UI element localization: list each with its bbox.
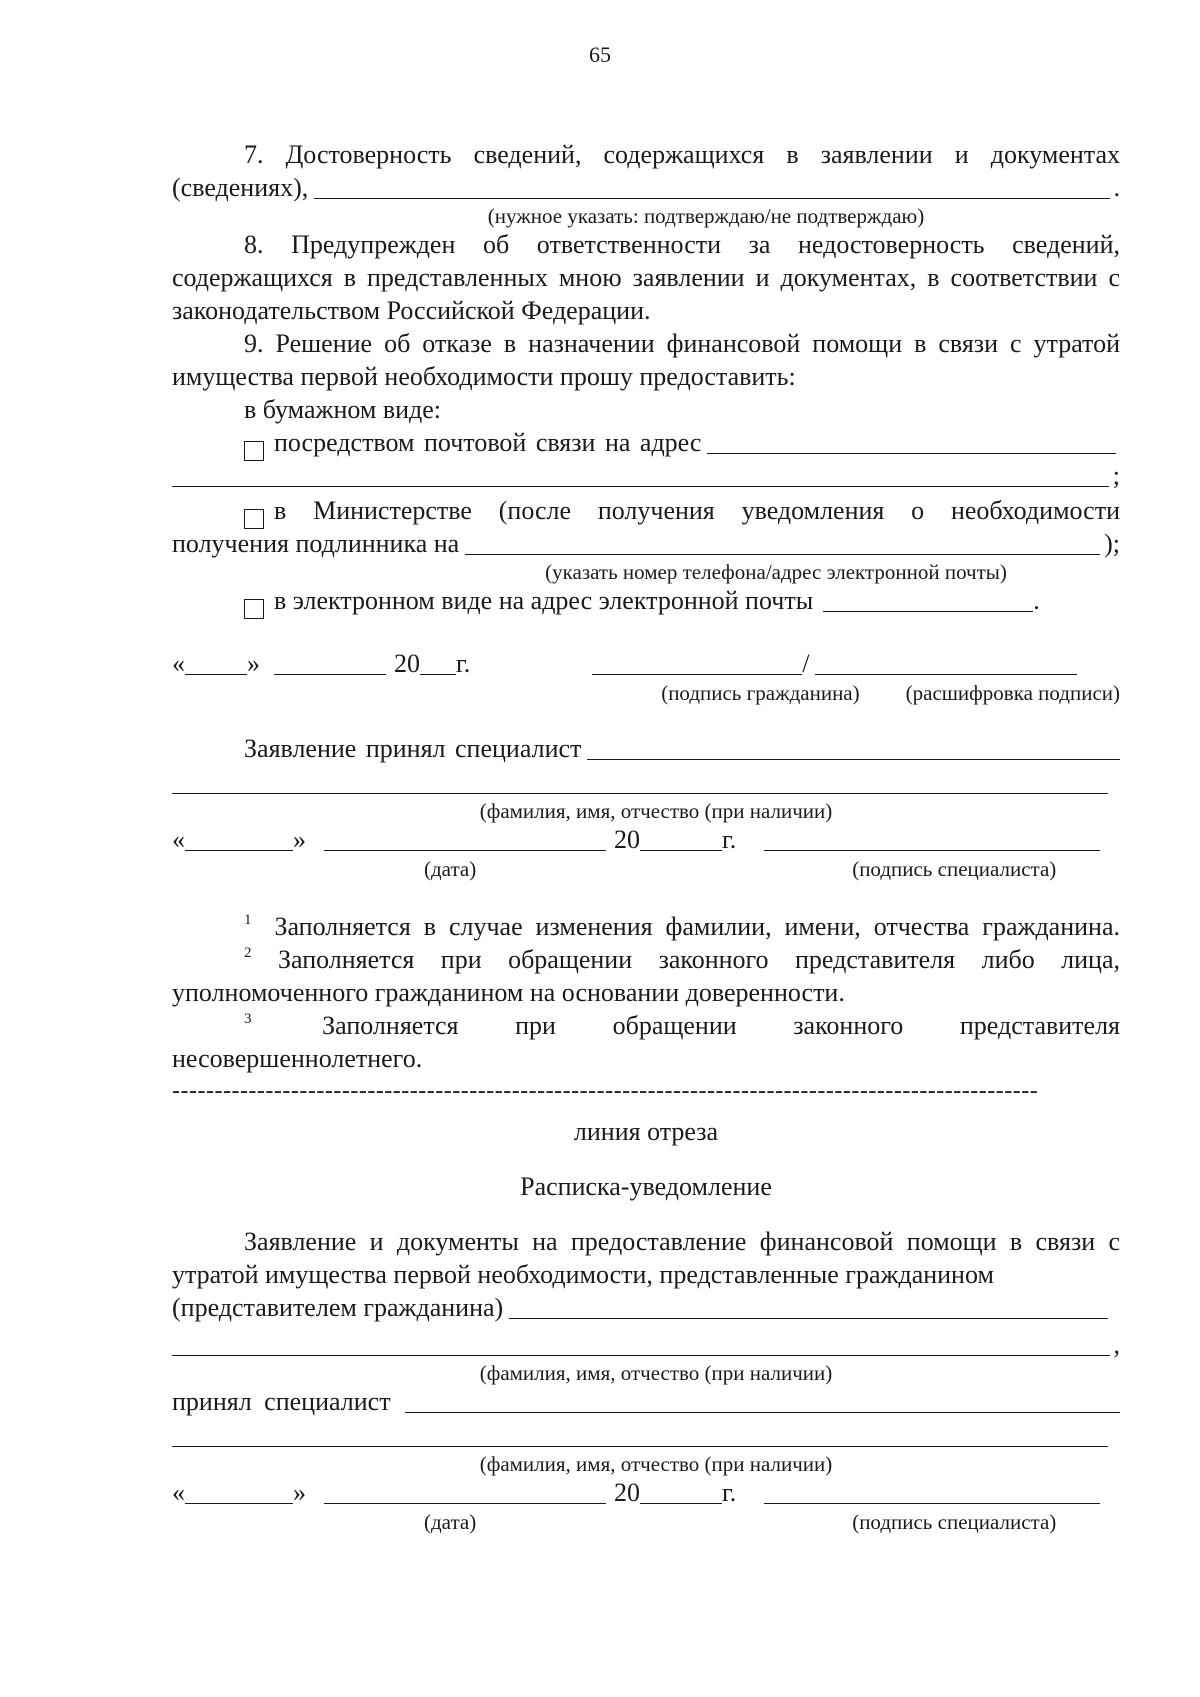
option-ministry-row [172, 494, 1120, 527]
receipt-year-field[interactable] [640, 1479, 722, 1504]
accepted-date-row: « » 20 г. [172, 823, 1120, 856]
accepted-day-field[interactable] [185, 826, 293, 851]
receipt-name-row-2: , [172, 1328, 1120, 1361]
item7-hint: (нужное указать: подтверждаю/не подтверждаю) [487, 204, 925, 228]
receipt-name-field-1[interactable] [509, 1294, 1108, 1319]
footnote-mark-3: 3 [244, 1011, 252, 1027]
checkbox-email[interactable] [244, 599, 264, 619]
item9-text: 9. Решение об отказе в назначении финансовой помощи в связи с утратой имущества первой необходимости прошу предоставить: [172, 329, 1120, 391]
checkbox-post[interactable] [244, 441, 264, 461]
ministry-hint: (указать номер телефона/адрес электронной почты) [545, 560, 1007, 584]
post-address-field-1[interactable] [707, 429, 1116, 454]
citizen-decoding-field[interactable] [815, 650, 1077, 675]
citizen-signature-field[interactable] [592, 650, 802, 675]
citizen-signature-row: « » 20 г. / [172, 647, 1120, 680]
option-post-label: посредством почтовой связи на адрес [274, 428, 702, 457]
year-field[interactable] [420, 650, 456, 675]
receipt-date-row: « » 20 г. [172, 1476, 1120, 1509]
item7-line1: 7. Достоверность сведений, содержащихся в заявлении и документах [244, 140, 1120, 169]
footnote-2: $^2$ Заполняется при обращении законного представителя либо лица, уполномоченного гражданином на основании доверенности. [172, 945, 1121, 1007]
specialist-name-field-2[interactable] [172, 769, 1108, 794]
post-address-field-2[interactable] [172, 462, 1109, 487]
item8-text: 8. Предупрежден об ответственности за недостоверность сведений, содержащихся в представленных мною заявлении и документах, в соответствии с законодательством Российской Федерации. [172, 230, 1120, 325]
footnote-mark-1: 1 [244, 912, 252, 928]
accepted-row [172, 732, 1120, 765]
footnote-1: $^1$ Заполняется в случае изменения фамилии, имени, отчества гражданина. [244, 912, 1121, 941]
paper-label: в бумажном виде: [244, 395, 442, 424]
receipt-hint-fio1: (фамилия, имя, отчество (при наличии) [479, 1361, 833, 1385]
footnote-3: $^3$ Заполняется при обращении законного представителя несовершеннолетнего. [172, 1011, 1121, 1073]
receipt-representative-row: (представителем гражданина) [172, 1291, 1120, 1324]
cut-line-label: линия отреза [573, 1117, 719, 1146]
option-ministry-label: в Министерстве (после получения уведомления о необходимости [274, 496, 1120, 525]
page-number: 65 [589, 42, 611, 67]
email-field[interactable] [823, 587, 1033, 612]
receipt-month-field[interactable] [324, 1479, 606, 1504]
receipt-specialist-field-2[interactable] [172, 1422, 1108, 1447]
item7-line2: (сведениях), . [172, 173, 1120, 202]
option-email-label: в электронном виде на адрес электронной почты [274, 586, 814, 615]
document-content [172, 138, 1120, 1535]
footnote-mark-2: 2 [244, 945, 252, 961]
receipt-text: Заявление и документы на предоставление финансовой помощи в связи с утратой имущества первой необходимости, представленные гражданином [172, 1227, 1120, 1289]
item7-field[interactable] [314, 174, 1109, 199]
accepted-signature-field[interactable] [764, 826, 1100, 851]
receipt-hints: (дата) (подпись специалиста) [424, 1510, 1057, 1534]
option-post-row-2: ; [172, 459, 1120, 492]
receipt-title: Расписка-уведомление [520, 1172, 772, 1201]
accepted-year-field[interactable] [640, 826, 722, 851]
receipt-hint-fio2: (фамилия, имя, отчество (при наличии) [479, 1452, 833, 1476]
day-field[interactable] [185, 650, 247, 675]
accepted-month-field[interactable] [324, 826, 606, 851]
receipt-day-field[interactable] [185, 1479, 293, 1504]
ministry-contact-field[interactable] [465, 530, 1100, 555]
receipt-name-field-2[interactable] [172, 1331, 1110, 1356]
option-post-row [172, 426, 1120, 459]
receipt-specialist-row-2 [172, 1422, 1120, 1452]
cut-line: ------------------------------------------------------------------------------------------------------ [172, 1081, 1039, 1101]
accepted-row-2 [172, 769, 1120, 799]
month-field[interactable] [274, 650, 386, 675]
checkbox-ministry[interactable] [244, 509, 264, 529]
receipt-specialist-field-1[interactable] [405, 1388, 1120, 1413]
option-email-row: в электронном виде на адрес электронной почты . [172, 584, 1120, 617]
specialist-name-field-1[interactable] [587, 735, 1120, 760]
receipt-signature-field[interactable] [764, 1479, 1100, 1504]
accepted-label: Заявление принял специалист [244, 734, 582, 763]
citizen-signature-hints: (подпись гражданина) (расшифровка подписи) [661, 681, 1120, 705]
accepted-hint-fio: (фамилия, имя, отчество (при наличии) [479, 799, 833, 823]
option-ministry-row-2: получения подлинника на ); [172, 529, 1120, 558]
accepted-hints: (дата) (подпись специалиста) [424, 857, 1057, 881]
receipt-accepted-row: принял специалист [172, 1385, 1120, 1418]
